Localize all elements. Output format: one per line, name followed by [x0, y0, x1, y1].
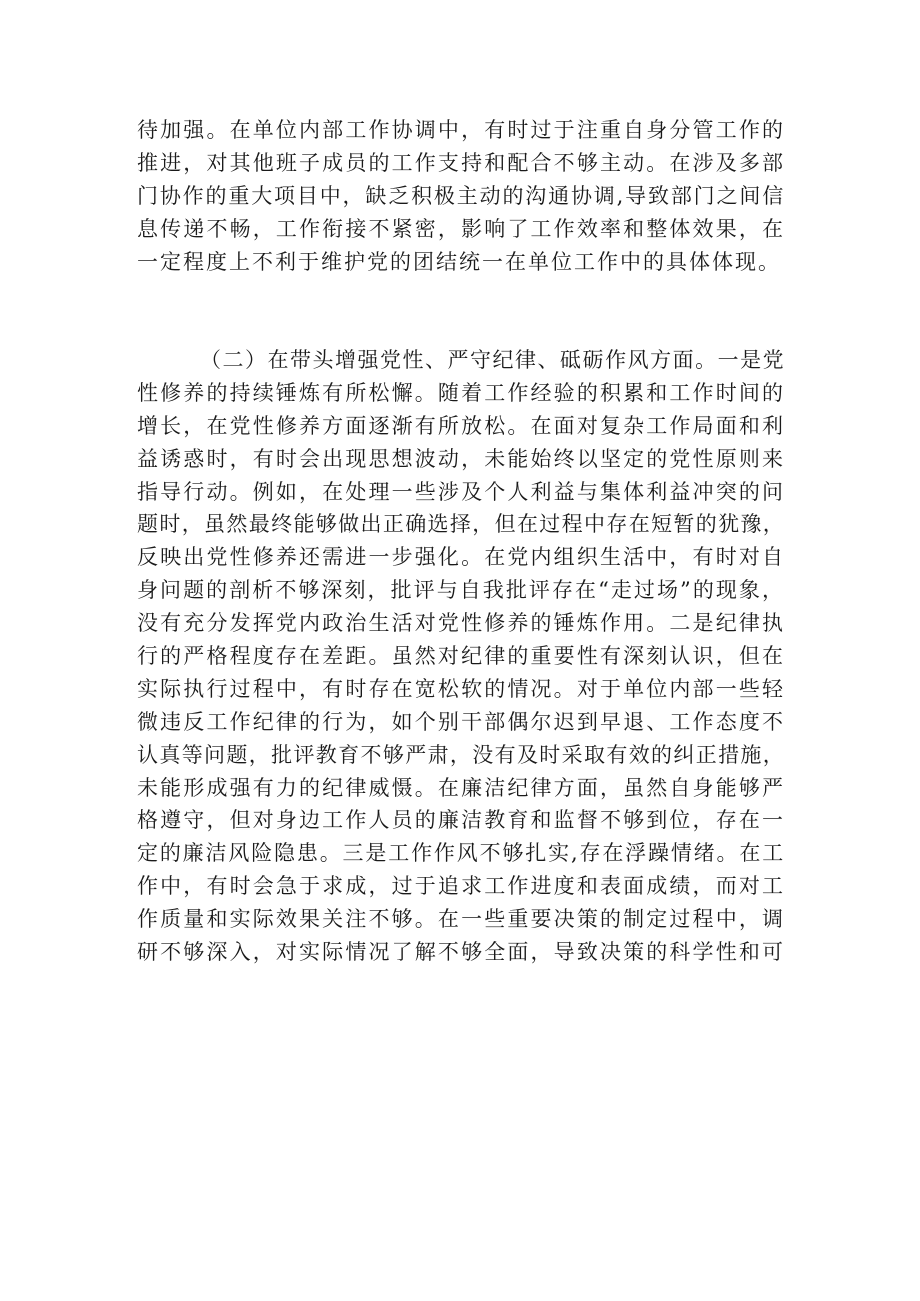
paragraph-line: 身问题的剖析不够深刻，批评与自我批评存在“走过场”的现象，	[137, 578, 785, 603]
paragraph-line: 门协作的重大项目中，缺乏积极主动的沟通协调,导致部门之间信	[137, 183, 785, 208]
paragraph-line: 定的廉洁风险隐患。三是工作作风不够扎实,存在浮躁情绪。在工	[137, 841, 785, 866]
paragraph-line: 推进，对其他班子成员的工作支持和配合不够主动。在涉及多部	[137, 150, 785, 175]
paragraph-2	[137, 344, 785, 969]
paragraph-line: 一定程度上不利于维护党的团结统一在单位工作中的具体体现。	[137, 249, 781, 274]
paragraph-line: 增长，在党性修养方面逐渐有所放松。在面对复杂工作局面和利	[137, 413, 785, 438]
paragraph-line: 题时，虽然最终能够做出正确选择，但在过程中存在短暂的犹豫，	[137, 512, 785, 537]
paragraph-line: 研不够深入，对实际情况了解不够全面，导致决策的科学性和可	[137, 940, 785, 965]
paragraph-line: 息传递不畅，工作衔接不紧密，影响了工作效率和整体效果，在	[137, 216, 785, 241]
paragraph-line: 指导行动。例如，在处理一些涉及个人利益与集体利益冲突的问	[137, 479, 785, 504]
paragraph-line: 反映出党性修养还需进一步强化。在党内组织生活中，有时对自	[137, 545, 785, 570]
paragraph-line: 性修养的持续锤炼有所松懈。随着工作经验的积累和工作时间的	[137, 380, 785, 405]
paragraph-line: （二）在带头增强党性、严守纪律、砥砺作风方面。一是党	[200, 348, 785, 372]
paragraph-line: 实际执行过程中，有时存在宽松软的情况。对于单位内部一些轻	[137, 676, 785, 701]
paragraph-line: 没有充分发挥党内政治生活对党性修养的锤炼作用。二是纪律执	[137, 611, 785, 636]
paragraph-1	[137, 114, 785, 278]
paragraph-line: 行的严格程度存在差距。虽然对纪律的重要性有深刻认识，但在	[137, 644, 785, 669]
paragraph-line: 待加强。在单位内部工作协调中，有时过于注重自身分管工作的	[137, 118, 785, 142]
paragraph-line: 格遵守，但对身边工作人员的廉洁教育和监督不够到位，存在一	[137, 808, 785, 833]
paragraph-line: 微违反工作纪律的行为，如个别干部偶尔迟到早退、工作态度不	[137, 709, 785, 734]
paragraph-line: 作中，有时会急于求成，过于追求工作进度和表面成绩，而对工	[137, 874, 785, 899]
paragraph-line: 益诱惑时，有时会出现思想波动，未能始终以坚定的党性原则来	[137, 446, 785, 471]
paragraph-line: 未能形成强有力的纪律威慑。在廉洁纪律方面，虽然自身能够严	[137, 775, 785, 800]
paragraph-line: 认真等问题，批评教育不够严肃，没有及时采取有效的纠正措施，	[137, 742, 785, 767]
paragraph-line: 作质量和实际效果关注不够。在一些重要决策的制定过程中，调	[137, 907, 785, 932]
